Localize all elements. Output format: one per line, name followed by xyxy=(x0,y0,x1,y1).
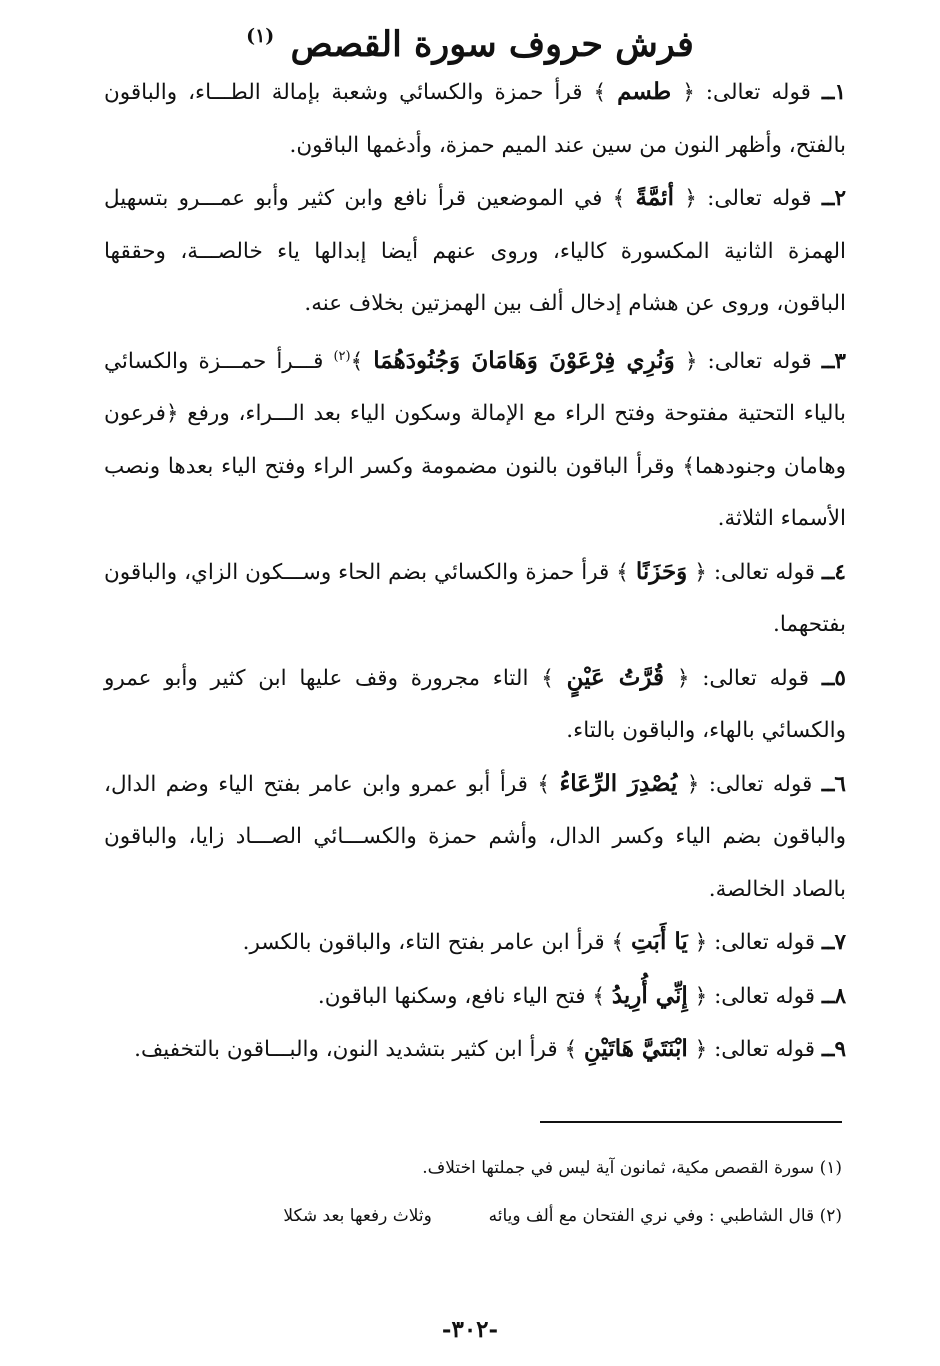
entry-number: ٥ــ xyxy=(821,665,846,691)
ornate-bracket-close: ﴾ xyxy=(564,1037,578,1062)
footnote-verse-second-half: وثلاث رفعها بعد شكلا xyxy=(283,1206,432,1226)
entry-5 xyxy=(104,652,846,758)
entry-text: قرأ حمزة والكسائي وشعبة بإمالة الطـــاء، والباقون بالفتح، وأظهر النون من سين عند الميم حمزة، وأدغمها الباقون. xyxy=(104,80,846,158)
footnote-text: قال الشاطبي : وفي نري الفتحان مع ألف ويائه xyxy=(488,1206,815,1226)
footnote-text: سورة القصص مكية، ثمانون آية ليس في جملتها اختلاف. xyxy=(422,1158,815,1178)
quran-word: قُرَّتُ عَيْنٍ xyxy=(566,663,665,691)
entry-text: قرأ ابن عامر بفتح التاء، والباقون بالكسر. xyxy=(242,930,605,955)
entry-intro: قوله تعالى: xyxy=(713,559,815,585)
ornate-bracket-open: ﴿ xyxy=(694,559,707,585)
entry-intro: قوله تعالى: xyxy=(705,80,811,105)
ornate-bracket-close: ﴾ xyxy=(612,186,626,211)
footnote-marker: (١) xyxy=(819,1158,842,1178)
ornate-bracket-open: ﴿ xyxy=(686,771,700,797)
entry-text: قرأ حمزة والكسائي بضم الحاء وســـكون الزاي، والباقون بفتحهما. xyxy=(104,559,846,637)
entry-intro: قوله تعالى: xyxy=(707,186,812,211)
quran-word: طسم xyxy=(617,78,672,105)
page-number: -٣٠٢- xyxy=(441,1316,499,1343)
ornate-bracket-open: ﴿ xyxy=(694,930,708,955)
entry-intro: قوله تعالى: xyxy=(714,930,815,955)
entry-intro: قوله تعالى: xyxy=(707,348,812,374)
quran-word: ابْنَتَيَّ هَاتَيْنِ xyxy=(583,1035,688,1062)
quran-word: إِنِّي أُرِيدُ xyxy=(611,981,688,1009)
page-title xyxy=(0,8,940,73)
quran-word: يُصْدِرَ الرِّعَاءُ xyxy=(559,769,678,797)
entry-text: قـــرأ حمـــزة والكسائي بالياء التحتية مفتوحة وفتح الراء مع الإمالة وسكون الياء بعد الـــراء، ورفع ﴿فرعون وهامان وجنودهما﴾ وقرأ الباقون بالنون مضمومة وكسر الراء وفتح الياء بعدها ونصب الأسماء الثلاثة. xyxy=(104,348,846,531)
entry-number: ٤ــ xyxy=(821,559,846,585)
entry-number: ١ــ xyxy=(821,80,846,105)
title-footnote-marker[interactable]: (١) xyxy=(246,25,275,47)
ornate-bracket-close: ﴾ xyxy=(541,665,554,691)
entry-text: في الموضعين قرأ نافع وابن كثير وأبو عمـــرو بتسهيل الهمزة الثانية المكسورة كالياء، وروى عنهم أيضا إبدالها ياء خالصـــة، وحققها الباقون، وروى عن هشام إدخال ألف بين الهمزتين بخلاف عنه. xyxy=(104,186,846,316)
entry-4 xyxy=(104,546,846,652)
ornate-bracket-close: ﴾ xyxy=(616,559,629,585)
entry-number: ٣ــ xyxy=(821,348,846,374)
entry-8 xyxy=(104,970,846,1024)
ornate-bracket-close: ﴾ xyxy=(350,348,364,374)
footnote-divider xyxy=(540,1121,842,1123)
quran-word: وَنُرِي فِرْعَوْنَ وَهَامَانَ وَجُنُودَهُمَا xyxy=(373,346,675,374)
footnotes xyxy=(190,1144,842,1240)
quran-word: يَا أَبَتِ xyxy=(630,928,688,955)
entry-number: ٩ــ xyxy=(821,1037,846,1062)
quran-word: أئمَّةً xyxy=(635,184,674,211)
ornate-bracket-close: ﴾ xyxy=(592,983,605,1009)
title-text: فرش حروف سورة القصص xyxy=(290,24,694,65)
footnote-1 xyxy=(190,1144,842,1192)
ornate-bracket-open: ﴿ xyxy=(684,348,698,374)
footnote-marker: (٢) xyxy=(819,1206,842,1226)
entry-text: قرأ أبو عمرو وابن عامر بفتح الياء وضم الدال، والباقون بضم الياء وكسر الدال، وأشم حمزة والكســـائي الصـــاد زايا، والباقون بالصاد الخالصة. xyxy=(104,771,846,902)
body-text xyxy=(104,66,846,1077)
entry-intro: قوله تعالى: xyxy=(714,983,815,1009)
ornate-bracket-close: ﴾ xyxy=(611,930,625,955)
footnote-2 xyxy=(190,1192,842,1240)
entry-9 xyxy=(104,1023,846,1077)
footnote-marker[interactable]: (٢) xyxy=(333,348,351,364)
entry-intro: قوله تعالى: xyxy=(708,771,813,797)
entry-6 xyxy=(104,758,846,917)
entry-3 xyxy=(104,331,846,546)
ornate-bracket-open: ﴿ xyxy=(694,983,708,1009)
quran-word: وَحَزَنًا xyxy=(635,557,688,585)
ornate-bracket-open: ﴿ xyxy=(694,1037,708,1062)
ornate-bracket-close: ﴾ xyxy=(537,771,551,797)
entry-number: ٨ــ xyxy=(821,983,846,1009)
entry-1 xyxy=(104,66,846,172)
entry-text: التاء مجرورة وقف عليها ابن كثير وأبو عمرو والكسائي بالهاء، والباقون بالتاء. xyxy=(104,665,846,743)
ornate-bracket-open: ﴿ xyxy=(676,665,690,691)
ornate-bracket-open: ﴿ xyxy=(684,186,697,211)
entry-text: فتح الياء نافع، وسكنها الباقون. xyxy=(317,983,586,1009)
entry-intro: قوله تعالى: xyxy=(714,1037,815,1062)
ornate-bracket-open: ﴿ xyxy=(682,80,695,105)
entry-number: ٦ــ xyxy=(821,771,846,797)
entry-number: ٧ــ xyxy=(821,930,846,955)
entry-intro: قوله تعالى: xyxy=(702,665,810,691)
entry-text: قرأ ابن كثير بتشديد النون، والبـــاقون بالتخفيف. xyxy=(134,1037,558,1062)
entry-2 xyxy=(104,172,846,331)
entry-7 xyxy=(104,916,846,970)
ornate-bracket-close: ﴾ xyxy=(593,80,607,105)
entry-number: ٢ــ xyxy=(821,186,847,211)
